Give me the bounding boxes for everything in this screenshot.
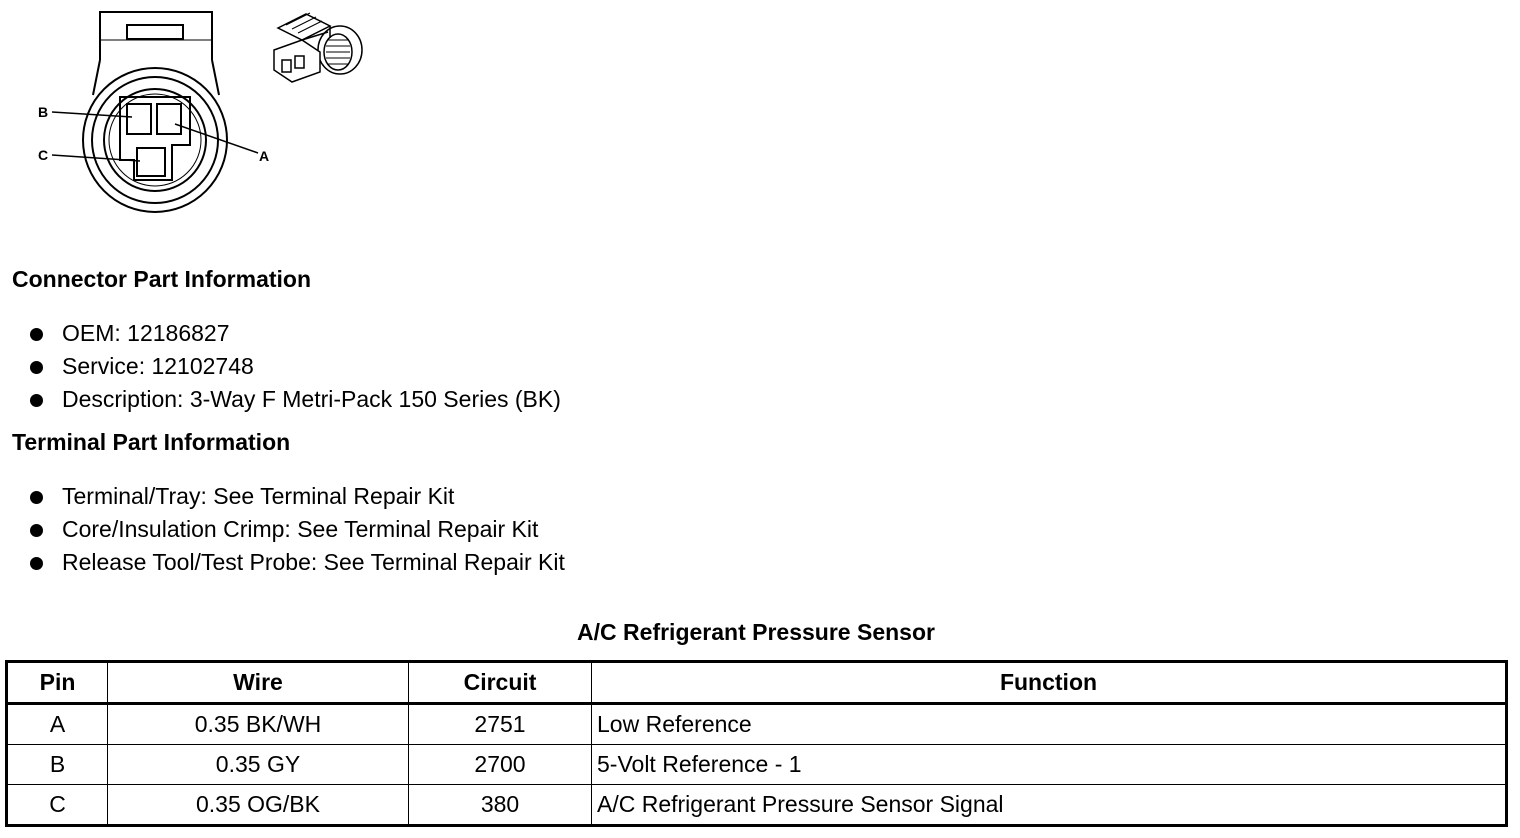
oem-number: OEM: 12186827: [62, 320, 230, 346]
terminal-part-info-heading: Terminal Part Information: [12, 429, 291, 455]
bullet-icon: [30, 491, 43, 504]
function-cell: Low Reference: [592, 704, 1507, 745]
pin-label-a: A: [259, 148, 270, 164]
release-tool-info: Release Tool/Test Probe: See Terminal Repair Kit: [62, 549, 565, 575]
function-cell: A/C Refrigerant Pressure Sensor Signal: [592, 785, 1507, 826]
terminal-tray-info: Terminal/Tray: See Terminal Repair Kit: [62, 483, 455, 509]
table-row: [7, 745, 1507, 785]
bullet-icon: [30, 361, 43, 374]
bullet-icon: [30, 394, 43, 407]
wire-cell: 0.35 OG/BK: [108, 785, 409, 826]
column-header-function: Function: [592, 662, 1507, 704]
function-cell: 5-Volt Reference - 1: [592, 745, 1507, 785]
bullet-icon: [30, 328, 43, 341]
pin-cell: A: [7, 704, 108, 745]
bullet-icon: [30, 524, 43, 537]
bullet-icon: [30, 557, 43, 570]
table-row: [7, 704, 1507, 745]
pin-label-b: B: [38, 104, 49, 120]
column-header-pin: Pin: [7, 662, 108, 704]
connector-description: Description: 3-Way F Metri-Pack 150 Series (BK): [62, 386, 561, 412]
pin-label-c: C: [38, 147, 49, 163]
circuit-cell: 2700: [409, 745, 592, 785]
list-item: [0, 317, 561, 350]
list-item: [0, 350, 561, 383]
table-header-row: [7, 662, 1507, 704]
service-number: Service: 12102748: [62, 353, 254, 379]
list-item: [0, 546, 565, 579]
connector-iso-view: [274, 13, 362, 82]
connector-diagram: [0, 0, 380, 225]
list-item: [0, 480, 565, 513]
table-title: A/C Refrigerant Pressure Sensor: [577, 619, 935, 645]
wire-cell: 0.35 BK/WH: [108, 704, 409, 745]
list-item: [0, 513, 565, 546]
table-row: [7, 785, 1507, 826]
pin-cell: B: [7, 745, 108, 785]
connector-part-info-heading: Connector Part Information: [12, 266, 312, 292]
list-item: [0, 383, 561, 416]
column-header-wire: Wire: [108, 662, 409, 704]
column-header-circuit: Circuit: [409, 662, 592, 704]
connector-part-info-list: [0, 317, 561, 416]
crimp-info: Core/Insulation Crimp: See Terminal Repair Kit: [62, 516, 539, 542]
circuit-cell: 2751: [409, 704, 592, 745]
wire-cell: 0.35 GY: [108, 745, 409, 785]
connector-face-view: [52, 12, 258, 212]
terminal-part-info-list: [0, 480, 565, 579]
pin-cell: C: [7, 785, 108, 826]
circuit-cell: 380: [409, 785, 592, 826]
pinout-table: [5, 660, 1508, 827]
